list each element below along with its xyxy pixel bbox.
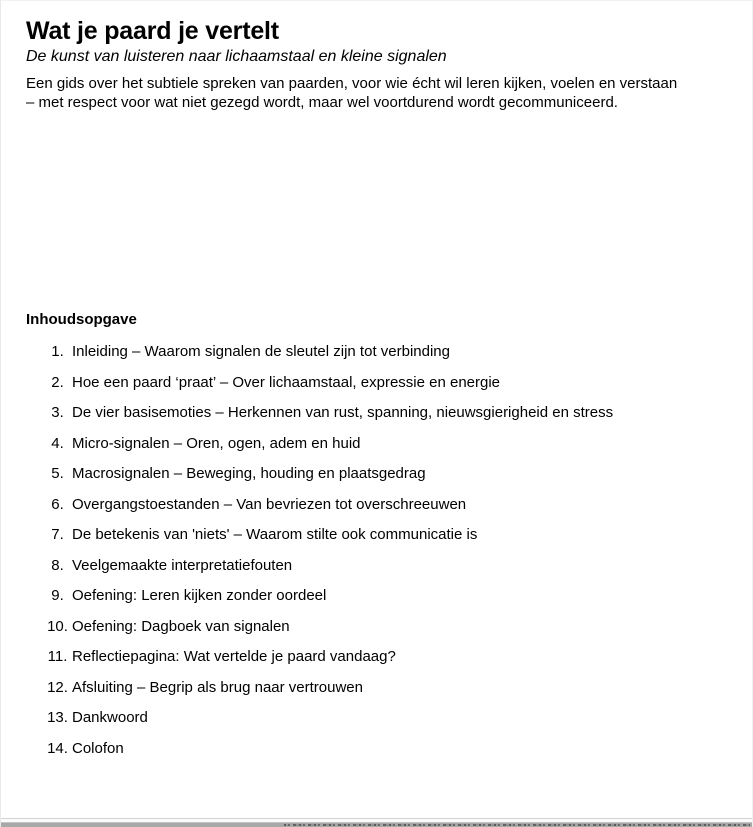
toc-item-number: 9. [51, 587, 64, 605]
toc-item-label: Afsluiting – Begrip als brug naar vertrouwen [72, 678, 363, 696]
toc-item [26, 740, 730, 757]
toc-item-label: Oefening: Leren kijken zonder oordeel [72, 587, 327, 605]
toc-item-number: 11. [47, 648, 68, 666]
toc-item-label: Overgangstoestanden – Van bevriezen tot overschreeuwen [72, 495, 467, 513]
toc-item [26, 496, 730, 513]
toc-item-label: Veelgemaakte interpretatiefouten [72, 556, 293, 574]
toc-item [26, 404, 730, 421]
intro-line-1: Een gids over het subtiele spreken van paarden, voor wie écht wil leren kijken, voelen en verstaan [26, 75, 678, 92]
toc-item-number: 10. [47, 617, 68, 635]
toc-item-label: Dankwoord [72, 709, 148, 727]
page-break [1, 818, 752, 827]
toc-item-number: 4. [51, 434, 64, 452]
toc-item-number: 2. [51, 373, 64, 391]
toc-item [26, 587, 730, 604]
toc-item-label: De vier basisemoties – Herkennen van rust, spanning, nieuwsgierigheid en stress [72, 404, 614, 422]
intro-paragraph [26, 75, 730, 113]
toc-item [26, 679, 730, 696]
toc-item [26, 465, 730, 482]
next-page-content-sliver [284, 824, 750, 826]
toc-item-number: 5. [51, 465, 64, 483]
toc-item-number: 14. [47, 739, 68, 757]
toc-item [26, 709, 730, 726]
toc-item [26, 618, 730, 635]
toc-item-label: Micro-signalen – Oren, ogen, adem en huid [72, 434, 361, 452]
toc-item-number: 8. [51, 556, 64, 574]
toc-item-number: 1. [51, 343, 64, 361]
toc-item-label: Reflectiepagina: Wat vertelde je paard vandaag? [72, 648, 396, 666]
toc-item-number: 7. [51, 526, 64, 544]
toc-list [26, 343, 730, 757]
toc-item [26, 557, 730, 574]
toc-item-label: Inleiding – Waarom signalen de sleutel zijn tot verbinding [72, 343, 450, 361]
next-page-edge [1, 822, 752, 827]
page-content [1, 0, 752, 757]
page-title: Wat je paard je vertelt [26, 17, 279, 45]
toc-item [26, 435, 730, 452]
toc-heading: Inhoudsopgave [26, 310, 137, 328]
toc-item-label: De betekenis van 'niets' – Waarom stilte ook communicatie is [72, 526, 478, 544]
toc-item [26, 648, 730, 665]
toc-item-label: Hoe een paard ‘praat’ – Over lichaamstaal, expressie en energie [72, 373, 501, 391]
toc-item-number: 3. [51, 404, 64, 422]
toc-item-label: Macrosignalen – Beweging, houding en plaatsgedrag [72, 465, 426, 483]
toc-item-number: 6. [51, 495, 64, 513]
toc-item-number: 12. [47, 678, 68, 696]
toc-item [26, 343, 730, 360]
toc-item-number: 13. [47, 709, 68, 727]
toc-item-label: Oefening: Dagboek van signalen [72, 617, 290, 635]
toc-item [26, 374, 730, 391]
intro-line-2: – met respect voor wat niet gezegd wordt, maar wel voortdurend wordt gecommuniceerd. [26, 93, 618, 111]
toc-item [26, 526, 730, 543]
toc-item-label: Colofon [72, 739, 124, 757]
page-subtitle: De kunst van luisteren naar lichaamstaal en kleine signalen [26, 48, 447, 65]
